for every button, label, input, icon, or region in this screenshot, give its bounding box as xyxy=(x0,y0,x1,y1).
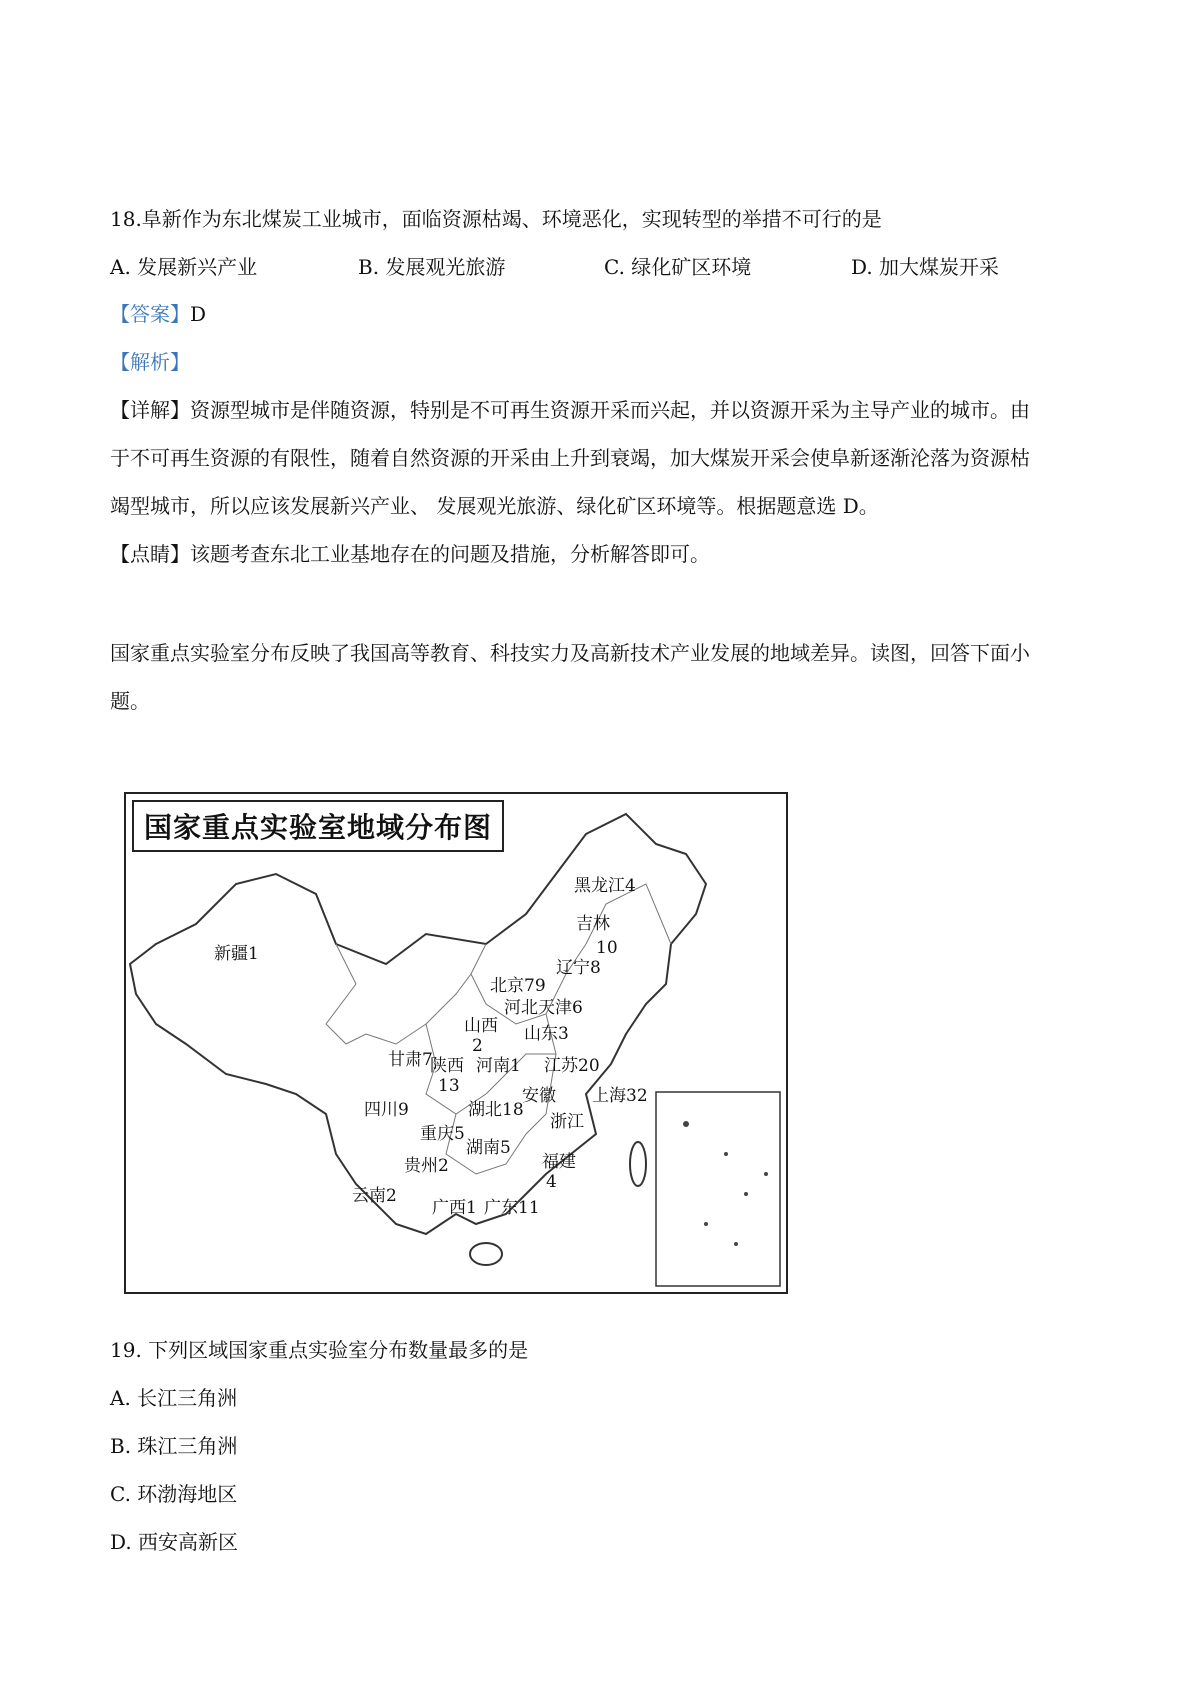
q18-option-d: D. 加大煤炭开采 xyxy=(851,255,1000,279)
label-jilin: 吉林 xyxy=(576,914,610,934)
label-hunan: 湖南5 xyxy=(466,1138,511,1158)
label-heilongjiang: 黑龙江4 xyxy=(574,876,636,896)
detail-line-1: 【详解】资源型城市是伴随资源，特别是不可再生资源开采而兴起，并以资源开采为主导产业的城市。由 xyxy=(110,398,1030,422)
q18-answer xyxy=(110,301,206,327)
label-chongqing: 重庆5 xyxy=(420,1124,465,1144)
label-fujian-num: 4 xyxy=(546,1172,557,1192)
comment-line: 【点睛】该题考查东北工业基地存在的问题及措施，分析解答即可。 xyxy=(110,542,710,566)
label-xinjiang: 新疆1 xyxy=(214,944,259,964)
label-guangdong: 广东11 xyxy=(484,1198,540,1218)
label-liaoning: 辽宁8 xyxy=(556,958,601,978)
label-henan: 河南1 xyxy=(476,1056,521,1076)
q18-option-c: C. 绿化矿区环境 xyxy=(604,255,752,279)
q18-stem: 18.阜新作为东北煤炭工业城市，面临资源枯竭、环境恶化，实现转型的举措不可行的是 xyxy=(110,207,882,231)
q19-option-c: C. 环渤海地区 xyxy=(110,1482,238,1506)
label-zhejiang: 浙江 xyxy=(550,1112,584,1132)
label-shanghai: 上海32 xyxy=(592,1086,648,1106)
label-jiangsu: 江苏20 xyxy=(544,1056,600,1076)
label-fujian: 福建 xyxy=(542,1152,576,1172)
label-shaanxi-num: 13 xyxy=(438,1076,460,1096)
label-anhui: 安徽 xyxy=(522,1086,556,1106)
label-beijing: 北京79 xyxy=(490,976,546,996)
q19-option-a: A. 长江三角洲 xyxy=(110,1386,238,1410)
label-shanxi: 山西 xyxy=(464,1016,498,1036)
map-title: 国家重点实验室地域分布图 xyxy=(132,800,504,852)
label-guizhou: 贵州2 xyxy=(404,1156,449,1176)
label-hebei: 河北 xyxy=(504,998,538,1018)
q18-option-a: A. 发展新兴产业 xyxy=(110,255,258,279)
detail-line-3: 竭型城市，所以应该发展新兴产业、 发展观光旅游、绿化矿区环境等。根据题意选 D。 xyxy=(110,494,879,518)
label-hubei: 湖北18 xyxy=(468,1100,524,1120)
label-yunnan: 云南2 xyxy=(352,1186,397,1206)
label-shanxi-num: 2 xyxy=(472,1036,483,1056)
answer-value: D xyxy=(190,302,207,326)
analysis-tag: 【解析】 xyxy=(110,350,190,374)
q18-option-b: B. 发展观光旅游 xyxy=(358,255,506,279)
q19-stem: 19. 下列区域国家重点实验室分布数量最多的是 xyxy=(110,1338,529,1362)
answer-tag: 【答案】 xyxy=(110,302,190,326)
intro-line-1: 国家重点实验室分布反映了我国高等教育、科技实力及高新技术产业发展的地域差异。读图，回答下面小 xyxy=(110,641,1030,665)
lab-distribution-map xyxy=(124,792,788,1294)
q19-option-d: D. 西安高新区 xyxy=(110,1530,239,1554)
label-shaanxi: 陕西 xyxy=(430,1056,464,1076)
label-tianjin: 天津6 xyxy=(538,998,583,1018)
label-shandong: 山东3 xyxy=(524,1024,569,1044)
detail-line-2: 于不可再生资源的有限性，随着自然资源的开采由上升到衰竭，加大煤炭开采会使阜新逐渐沦落为资源枯 xyxy=(110,446,1030,470)
intro-line-2: 题。 xyxy=(110,689,150,713)
label-gansu: 甘肃7 xyxy=(388,1050,433,1070)
label-guangxi: 广西1 xyxy=(432,1198,477,1218)
label-jilin-num: 10 xyxy=(596,938,618,958)
label-sichuan: 四川9 xyxy=(364,1100,409,1120)
q19-option-b: B. 珠江三角洲 xyxy=(110,1434,238,1458)
